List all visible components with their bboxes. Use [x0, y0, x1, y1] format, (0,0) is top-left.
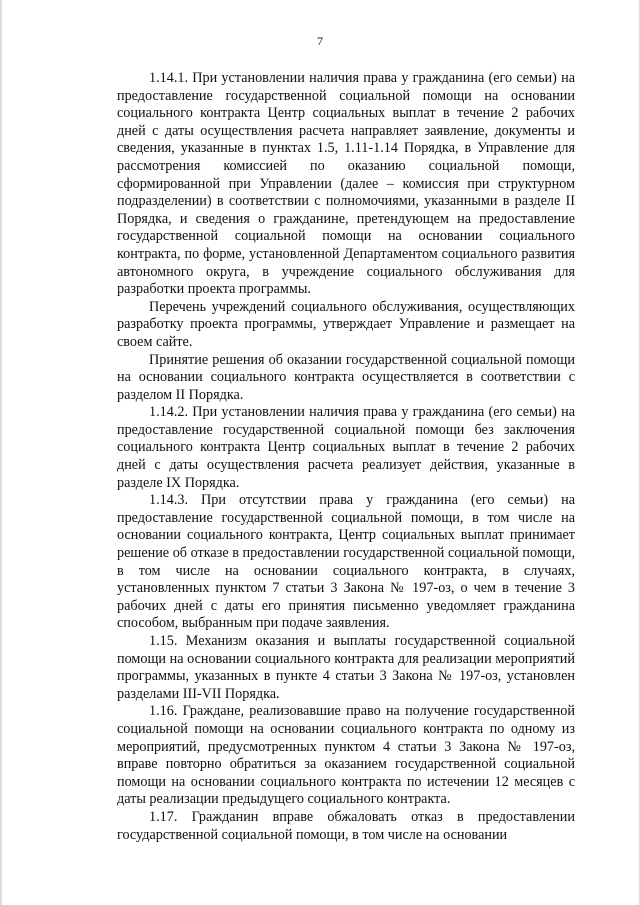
paragraph-1-17: 1.17. Гражданин вправе обжаловать отказ в предоставлении государственной социальной помощи, в том числе на основании	[117, 808, 575, 843]
paragraph-institutions-list: Перечень учреждений социального обслуживания, осуществляющих разработку проекта программы, утверждает Управление и размещает на своем сайте.	[117, 298, 575, 350]
paragraph-1-14-3: 1.14.3. При отсутствии права у гражданина (его семьи) на предоставление государственной социальной помощи, в том числе на основании социального контракта, Центр социальных выплат принимает решение об отказе в предоставлении государственной социальной помощи, в том числе на основании социального контракта, в случаях, установленных пунктом 7 статьи 3 Закона № 197-оз, о чем в течение 3 рабочих дней с даты его принятия письменно уведомляет гражданина способом, выбранным при подаче заявления.	[117, 492, 575, 632]
paragraph-1-14-1: 1.14.1. При установлении наличия права у гражданина (его семьи) на предоставление государственной социальной помощи на основании социального контракта Центр социальных выплат в течение 2 рабочих дней с даты осуществления расчета направляет заявление, документы и сведения, указанные в пунктах 1.5, 1.11-1.14 Порядка, в Управление для рассмотрения комиссией по оказанию социальной помощи, сформированной при Управлении (далее – комиссия при структурном подразделении) в соответствии с полномочиями, указанными в разделе II Порядка, и сведения о гражданине, претендующем на предоставление государственной социальной помощи на основании социального контракта, по форме, установленной Департаментом социального развития автономного округа, в учреждение социального обслуживания для разработки проекта программы.	[117, 70, 575, 298]
document-body	[117, 70, 575, 844]
paragraph-1-15: 1.15. Механизм оказания и выплаты государственной социальной помощи на основании социального контракта для реализации мероприятий программы, указанных в пункте 4 статьи 3 Закона № 197-оз, установлен разделами III-VII Порядка.	[117, 633, 575, 702]
paragraph-decision: Принятие решения об оказании государственной социальной помощи на основании социального контракта осуществляется в соответствии с разделом II Порядка.	[117, 351, 575, 403]
scan-edge-left	[0, 0, 3, 905]
page-number: 7	[317, 34, 323, 48]
paragraph-1-14-2: 1.14.2. При установлении наличия права у гражданина (его семьи) на предоставление государственной социальной помощи без заключения социального контракта Центр социальных выплат в течение 2 рабочих дней с даты осуществления расчета реализует действия, указанные в разделе IX Порядка.	[117, 404, 575, 491]
paragraph-1-16: 1.16. Граждане, реализовавшие право на получение государственной социальной помощи на основании социального контракта по одному из мероприятий, предусмотренных пунктом 4 статьи 3 Закона № 197-оз, вправе повторно обратиться за оказанием государственной социальной помощи на основании социального контракта по истечении 12 месяцев с даты реализации предыдущего социального контракта.	[117, 703, 575, 808]
